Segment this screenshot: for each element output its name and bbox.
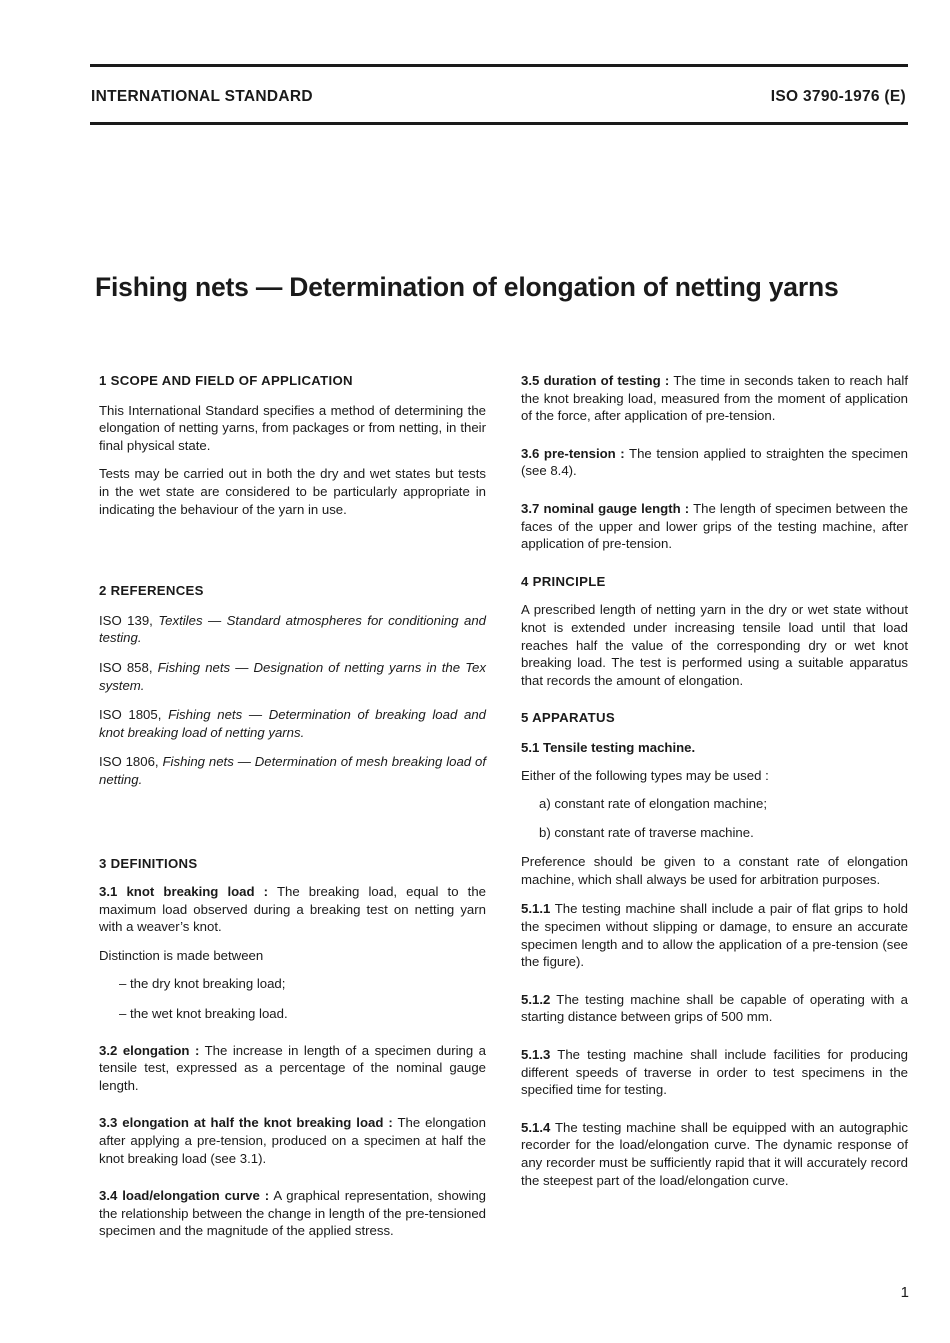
distinction-text: Distinction is made between [99, 947, 264, 963]
reference-item: ISO 139, Textiles — Standard atmospheres for conditioning and testing. [99, 612, 486, 646]
clause-5-1-3: 5.1.3 The testing machine shall include facilities for producing different speeds of traverse in order to test specimens in the specified time for testing. [521, 1047, 908, 1098]
section-3-heading: 3 DEFINITIONS [99, 855, 198, 871]
left-column [99, 372, 486, 1240]
definition-3-7: 3.7 nominal gauge length : The length of specimen between the faces of the upper and lower grips of the testing machine, after application of pre-tension. [521, 500, 908, 552]
clause-5-1-1: 5.1.1 The testing machine shall include a pair of flat grips to hold the specimen without slipping or damage, to ensure an accurate specimen length and to allow the application of a pre-tension (see the figure). [521, 901, 908, 970]
reference-item: ISO 858, Fishing nets — Designation of netting yarns in the Tex system. [99, 659, 486, 693]
page-title: Fishing nets — Determination of elongation of netting yarns [95, 272, 839, 302]
either-text: Either of the following types may be used : [521, 767, 769, 783]
subsection-5-1-heading: 5.1 Tensile testing machine. [521, 739, 696, 755]
section-1-paragraph: Tests may be carried out in both the dry and wet states but tests in the wet state are considered to be particularly appropriate in indicating the behaviour of the yarn in use. [99, 466, 486, 517]
definition-3-5: 3.5 duration of testing : The time in seconds taken to reach half the knot breaking load, measured from the moment of application of the force, after application of pre-tension. [521, 373, 908, 424]
definition-3-1: 3.1 knot breaking load : The breaking load, equal to the maximum load observed during a breaking test on netting yarn with a weaver’s knot. [99, 884, 486, 935]
clause-5-1-4: 5.1.4 The testing machine shall be equipped with an autographic recorder for the load/elongation curve. The dynamic response of any recorder must be sufficiently rapid that it will accurately record the steepest part of the load/elongation curve. [521, 1119, 908, 1188]
definition-3-2: 3.2 elongation : The increase in length of a specimen during a tensile test, expressed as a percentage of the nominal gauge length. [99, 1042, 486, 1093]
page-number: 1 [900, 1284, 909, 1301]
reference-item: ISO 1805, Fishing nets — Determination of breaking load and knot breaking load of netting yarns. [99, 707, 486, 740]
section-2-heading: 2 REFERENCES [99, 583, 204, 599]
right-column [521, 372, 908, 1189]
definition-3-4: 3.4 load/elongation curve : A graphical representation, showing the relationship between the change in length of the pre-tensioned specimen and the magnitude of the applied stress. [99, 1188, 487, 1239]
section-5-heading: 5 APPARATUS [521, 710, 615, 726]
section-4-heading: 4 PRINCIPLE [521, 573, 606, 589]
list-item: b) constant rate of traverse machine. [539, 824, 754, 840]
list-item: a) constant rate of elongation machine; [539, 796, 767, 812]
reference-item: ISO 1806, Fishing nets — Determination of mesh breaking load of netting. [99, 754, 487, 787]
top-rule [90, 64, 908, 67]
preference-text: Preference should be given to a constant rate of elongation machine, which shall always be used for arbitration purposes. [521, 854, 908, 887]
standard-number: ISO 3790-1976 (E) [770, 88, 906, 105]
list-item: – the wet knot breaking load. [119, 1006, 288, 1022]
definition-3-6: 3.6 pre-tension : The tension applied to straighten the specimen (see 8.4). [521, 445, 908, 479]
definition-3-3: 3.3 elongation at half the knot breaking load : The elongation after applying a pre-tension, produced on a specimen at half the knot breaking load (see 3.1). [99, 1115, 486, 1166]
list-item: – the dry knot breaking load; [119, 976, 286, 992]
section-1-paragraph: This International Standard specifies a method of determining the elongation of netting yarns, from packages or from netting, in their final physical state. [99, 402, 486, 453]
clause-5-1-2: 5.1.2 The testing machine shall be capable of operating with a starting distance between grips of 500 mm. [521, 991, 908, 1025]
header-rule [90, 122, 908, 125]
section-1-heading: 1 SCOPE AND FIELD OF APPLICATION [99, 373, 353, 388]
document-type: INTERNATIONAL STANDARD [91, 88, 313, 105]
section-4-paragraph: A prescribed length of netting yarn in the dry or wet state without knot is extended under increasing tensile load until that load reaches half the value of the corresponding dry or wet knot breaking load. The test is performed using a suitable apparatus that records the amount of elongation. [521, 602, 908, 688]
